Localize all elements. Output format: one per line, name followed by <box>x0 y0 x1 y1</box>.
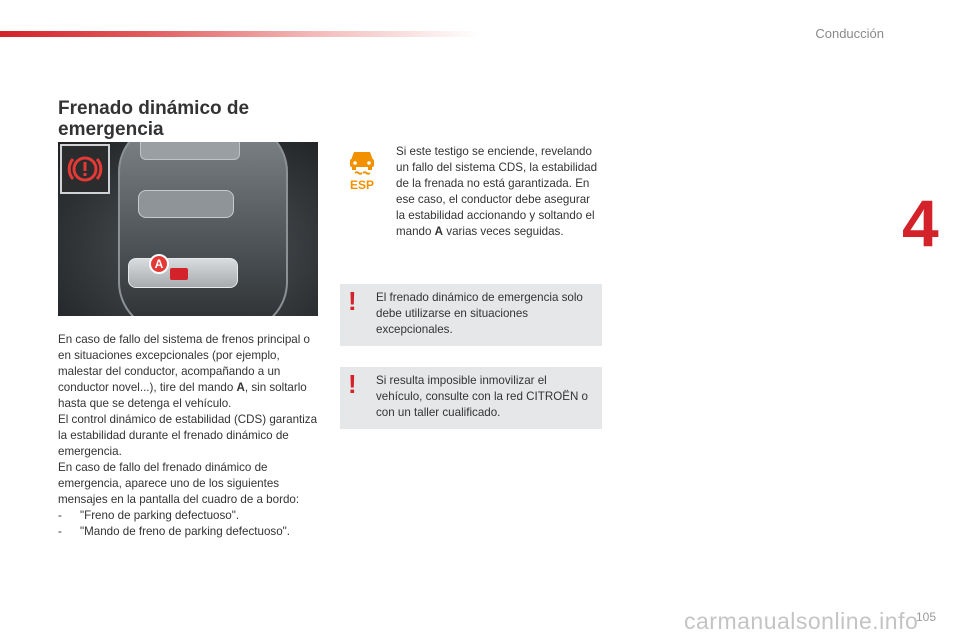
page-number: 105 <box>916 610 937 624</box>
chapter-number: 4 <box>902 186 939 260</box>
control-letter: A <box>236 381 245 394</box>
svg-text:ESP: ESP <box>349 178 375 192</box>
console-top-panel <box>140 142 240 160</box>
warning-icon: ! <box>348 369 357 399</box>
center-console <box>118 142 288 316</box>
body-paragraph: El control dinámico de estabilidad (CDS) garantiza la estabilidad durante el frenado dinámico de emergencia. <box>58 413 318 458</box>
list-item <box>58 508 320 524</box>
esp-note-text <box>396 144 600 240</box>
console-switch-panel <box>138 190 234 218</box>
header-accent-bar <box>0 31 480 37</box>
control-letter: A <box>434 225 444 238</box>
callout-marker: A <box>149 254 169 274</box>
body-text <box>58 332 320 540</box>
warning-box <box>340 284 602 346</box>
list-dash: - <box>58 509 62 522</box>
list-item <box>58 524 320 540</box>
warning-box <box>340 367 602 429</box>
section-title: Frenado dinámico de emergencia <box>58 98 250 140</box>
esp-note-text-after: varias veces seguidas. <box>443 225 564 238</box>
parking-brake-warning-icon <box>60 144 110 194</box>
parking-brake-key <box>170 268 188 280</box>
list-item-text: "Freno de parking defectuoso". <box>80 509 240 522</box>
list-dash: - <box>58 525 62 538</box>
body-paragraph-tail: , sin soltarlo hasta que se detenga el vehículo. <box>58 381 307 410</box>
watermark: carmanualsonline.info <box>684 608 919 634</box>
body-paragraph <box>58 332 320 412</box>
esp-warning-icon <box>346 148 378 192</box>
body-paragraph: En caso de fallo del frenado dinámico de emergencia, aparece uno de los siguientes mensajes en la pantalla del cuadro de a bordo: <box>58 461 300 506</box>
warning-text: Si resulta imposible inmovilizar el vehículo, consulte con la red CITROËN o con un taller cualificado. <box>376 374 589 419</box>
list-item-text: "Mando de freno de parking defectuoso". <box>80 525 290 538</box>
chapter-title: Conducción <box>815 26 884 41</box>
warning-icon: ! <box>348 286 357 316</box>
esp-note-text-before: Si este testigo se enciende, revelando un fallo del sistema CDS, la estabilidad de la frenada no está garantizada. En ese caso, el conductor debe asegurar la estabilidad accionando y soltando el mando <box>396 145 598 238</box>
console-photo <box>58 142 318 316</box>
warning-text: El frenado dinámico de emergencia solo debe utilizarse en situaciones excepcionales. <box>376 291 583 336</box>
body-paragraph-text: En caso de fallo del sistema de frenos principal o en situaciones excepcionales (por ejemplo, malestar del conductor, acompañando a un conductor novel...), tire del mando <box>58 333 310 394</box>
